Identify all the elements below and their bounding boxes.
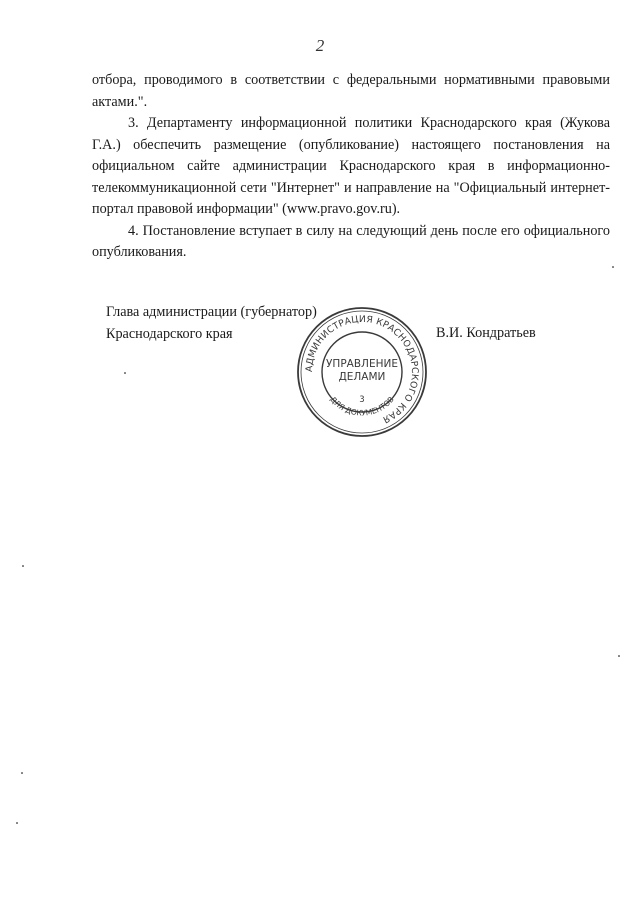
signatory-title-line-2: Краснодарского края — [106, 325, 233, 342]
scan-speck — [16, 822, 18, 824]
signatory-title — [106, 302, 317, 345]
scan-speck — [124, 372, 126, 374]
paragraph-3: 3. Департаменту информационной политики Краснодарского края (Жукова Г.А.) обеспечить размещение (опубликование) настоящего постановления на официальном сайте администрации Краснодарского края в информационно-телекоммуникационной сети "Интернет" и направление на "Официальный интернет-портал правовой информации" (www.pravo.gov.ru). — [92, 115, 610, 217]
seal-bottom-text: ДЛЯ ДОКУМЕНТОВ — [328, 394, 396, 418]
seal-outer-text: АДМИНИСТРАЦИЯ КРАСНОДАРСКОГО КРАЯ — [303, 313, 421, 426]
signatory-title-line-1: Глава администрации (губернатор) — [106, 304, 317, 320]
page-number: 2 — [315, 36, 325, 55]
scan-speck — [612, 266, 614, 268]
seal-icon — [294, 304, 430, 440]
seal-center-line-1: УПРАВЛЕНИЕ — [326, 358, 398, 370]
signatory-name: В.И. Кондратьев — [436, 325, 536, 341]
seal-number: 3 — [359, 395, 365, 405]
document-body — [92, 70, 610, 264]
scan-speck — [21, 772, 23, 774]
paragraph-continuation: отбора, проводимого в соответствии с федеральными нормативными правовыми актами.". — [92, 72, 610, 110]
scan-speck — [22, 565, 24, 567]
official-seal — [294, 304, 430, 440]
scan-speck — [618, 655, 620, 657]
seal-center-line-2: ДЕЛАМИ — [338, 371, 386, 383]
paragraph-4: 4. Постановление вступает в силу на следующий день после его официального опубликования. — [92, 222, 610, 260]
